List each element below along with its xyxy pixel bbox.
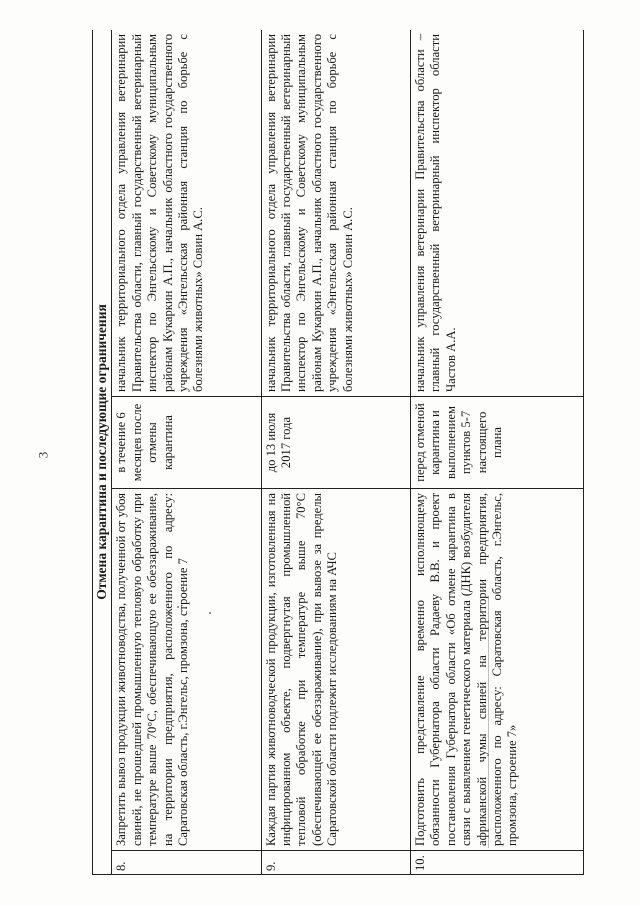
row-action: Каждая партия животноводческой продукции, изготовленная на инфицированном объекте, подвергнутая промышленной тепловой обработке при температуре выше 70°С (обеспечивающей ее обеззараживание), при вывозе за пределы Саратовской области подлежит исследованиям на АЧС [261,489,410,851]
row-number: 10. [411,851,584,875]
row-term: в течение 6 месяцев после отмены карантина [112,397,261,489]
row-action: Подготовить представление временно исполняющему обязанности Губернатора области Радаеву В.В. и проект постановления Губернатора области «Об отмене карантина в связи с выявлением генетического материала (ДНК) возбудителя африканской чумы свиней на территории предприятия, расположенного по адресу: Саратовская область, г.Энгельс, промзона, строение 7» [411,489,584,851]
row-responsible: начальник территориального отдела управления ветеринарии Правительства области, главный государственный ветеринарный инспектор по Энгельсскому и Советскому муниципальным районам Кукаркин А.П., начальник областного государственного учреждения «Энгельсская районная станция по борьбе с болезнями животных» Совин А.С. [112,30,261,397]
row-number: 8. [112,851,261,875]
rotated-table [92,30,584,875]
row-number: 9. [261,851,410,875]
row-term: до 13 июля 2017 года [261,397,410,489]
section-heading: Отмена карантина и последующие ограничения [93,30,112,875]
table-row [261,30,410,875]
row-responsible: начальник территориального отдела управления ветеринарии Правительства области, главный государственный ветеринарный инспектор по Энгельсскому и Советскому муниципальным районам Кукаркин А.П., начальник областного государственного учреждения «Энгельсская районная станция по борьбе с болезнями животных» Совин А.С. [261,30,410,397]
row-action: Запретить вывоз продукции животноводства, полученной от убоя свиней, не прошедшей промышленную тепловую обработку при температуре выше 70°С, обеспечивающую ее обеззараживание, на территории предприятия, расположенного по адресу: Саратовская область, г.Энгельс, промзона, строение 7 [112,489,261,851]
row-responsible: начальник управления ветеринарии Правительства области – главный государственный ветеринарный инспектор области Частов А.А. [411,30,584,397]
table-row [112,30,261,875]
table-row [411,30,584,875]
rotated-table-frame [92,30,584,875]
row-term: перед отменой карантина и выполнением пунктов 5-7 настоящего плана [411,397,584,489]
section-heading-row [93,30,112,875]
page-number: 3 [35,451,51,459]
plan-table [92,30,584,875]
